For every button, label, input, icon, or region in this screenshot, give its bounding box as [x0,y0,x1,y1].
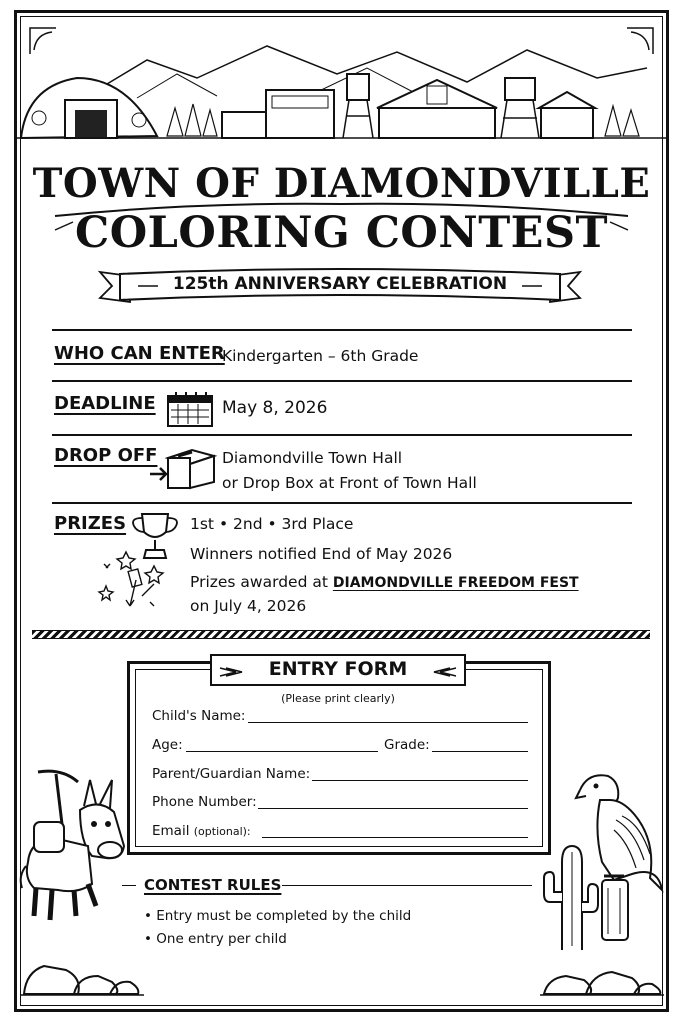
grade-input[interactable] [432,751,528,752]
divider [52,434,632,436]
rule-item-text: Entry must be completed by the child [156,908,412,924]
rule-item: • One entry per child [144,931,287,947]
prizes-line-3-prefix: Prizes awarded at [190,573,333,591]
town-scene-illustration [17,38,666,148]
email-input[interactable] [262,837,528,838]
donkey-illustration [18,766,130,930]
prizes-label: PRIZES [54,513,127,534]
rocks-right [540,950,664,998]
anniversary-banner-text: 125th ANNIVERSARY CELEBRATION [172,274,508,294]
parent-name-input[interactable] [312,780,528,781]
grade-label: Grade: [384,737,430,753]
age-input[interactable] [186,751,378,752]
eagle-illustration [574,770,666,946]
rule-item-text: One entry per child [156,931,287,947]
contest-rules-title: CONTEST RULES [144,876,282,894]
phone-label: Phone Number: [152,794,257,810]
email-optional-note: (optional): [193,825,251,838]
title-line-2: COLORING CONTEST [74,208,609,258]
dropoff-line-2: or Drop Box at Front of Town Hall [222,474,477,492]
divider [52,329,632,331]
title-line-1: TOWN OF DIAMONDVILLE [32,160,651,207]
title-underline-flourish [55,200,628,220]
who-label: WHO CAN ENTER [54,343,225,364]
deadline-value: May 8, 2026 [222,398,328,418]
age-label: Age: [152,737,183,753]
deadline-label: DEADLINE [54,393,156,414]
parent-name-label: Parent/Guardian Name: [152,766,311,782]
who-value: Kindergarten – 6th Grade [222,347,419,365]
prizes-line-3 [190,573,579,591]
drop-box-icon [148,444,216,492]
prizes-line-2: Winners notified End of May 2026 [190,545,453,563]
divider [52,380,632,382]
divider [52,502,632,504]
child-name-label: Child's Name: [152,708,246,724]
rules-rule-right [282,885,532,886]
fireworks-icon [96,540,184,614]
section-divider-border [32,630,650,639]
prizes-event-name: DIAMONDVILLE FREEDOM FEST [332,575,579,591]
phone-input[interactable] [258,808,528,809]
email-label-text: Email [152,823,190,839]
entry-form-title: ENTRY FORM [268,658,408,680]
entry-form-subtitle: (Please print clearly) [281,692,395,705]
rocks-left [20,948,144,998]
rule-item: • Entry must be completed by the child [144,908,412,924]
dropoff-line-1: Diamondville Town Hall [222,449,403,467]
prizes-line-4: on July 4, 2026 [190,597,307,615]
prizes-line-1: 1st • 2nd • 3rd Place [190,515,354,533]
email-label [152,823,251,839]
calendar-icon [166,390,214,428]
dropoff-label: DROP OFF [54,445,158,466]
child-name-input[interactable] [248,722,528,723]
